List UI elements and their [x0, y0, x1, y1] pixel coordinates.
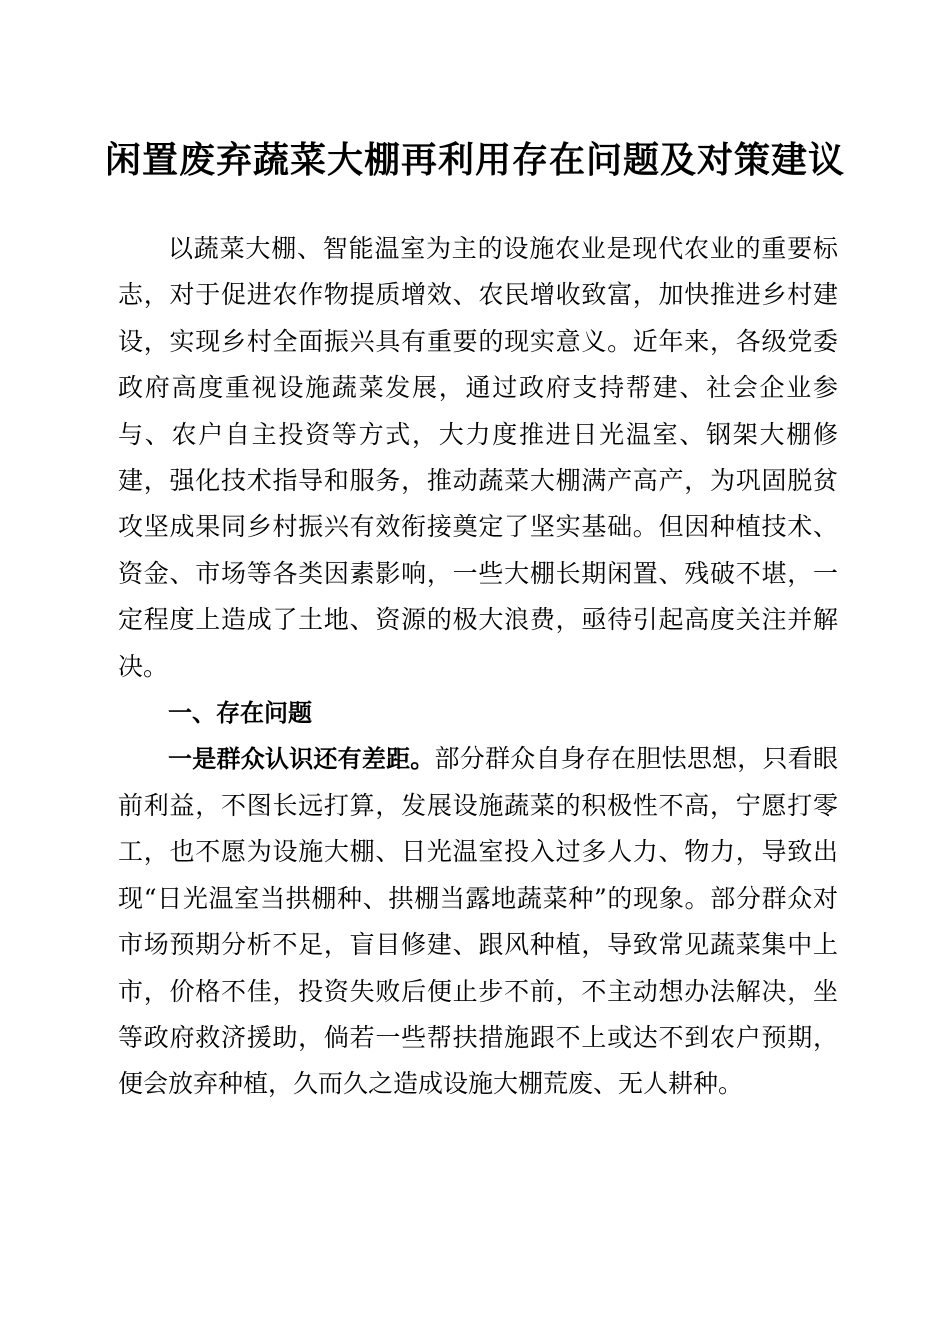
document-body [118, 226, 838, 1108]
point-one-text: 部分群众自身存在胆怯思想，只看眼前利益，不图长远打算，发展设施蔬菜的积极性不高，宁愿打零工，也不愿为设施大棚、日光温室投入过多人力、物力，导致出现“日光温室当拱棚种、拱棚当露地蔬菜种”的现象。部分群众对市场预期分析不足，盲目修建、跟风种植，导致常见蔬菜集中上市，价格不佳，投资失败后便止步不前，不主动想办法解决，坐等政府救济援助，倘若一些帮扶措施跟不上或达不到农户预期，便会放弃种植，久而久之造成设施大棚荒废、无人耕种。 [118, 744, 838, 1099]
section-heading: 一、存在问题 [168, 699, 312, 728]
document-title: 闲置废弃蔬菜大棚再利用存在问题及对策建议 [104, 139, 845, 181]
point-one-lead: 一是群众认识还有差距。 [168, 745, 435, 774]
point-one-paragraph [118, 736, 838, 1107]
intro-paragraph: 以蔬菜大棚、智能温室为主的设施农业是现代农业的重要标志，对于促进农作物提质增效、农民增收致富，加快推进乡村建设，实现乡村全面振兴具有重要的现实意义。近年来，各级党委政府高度重视设施蔬菜发展，通过政府支持帮建、社会企业参与、农户自主投资等方式，大力度推进日光温室、钢架大棚修建，强化技术指导和服务，推动蔬菜大棚满产高产，为巩固脱贫攻坚成果同乡村振兴有效衔接奠定了坚实基础。但因种植技术、资金、市场等各类因素影响，一些大棚长期闲置、残破不堪，一定程度上造成了土地、资源的极大浪费，亟待引起高度关注并解决。 [118, 234, 838, 681]
